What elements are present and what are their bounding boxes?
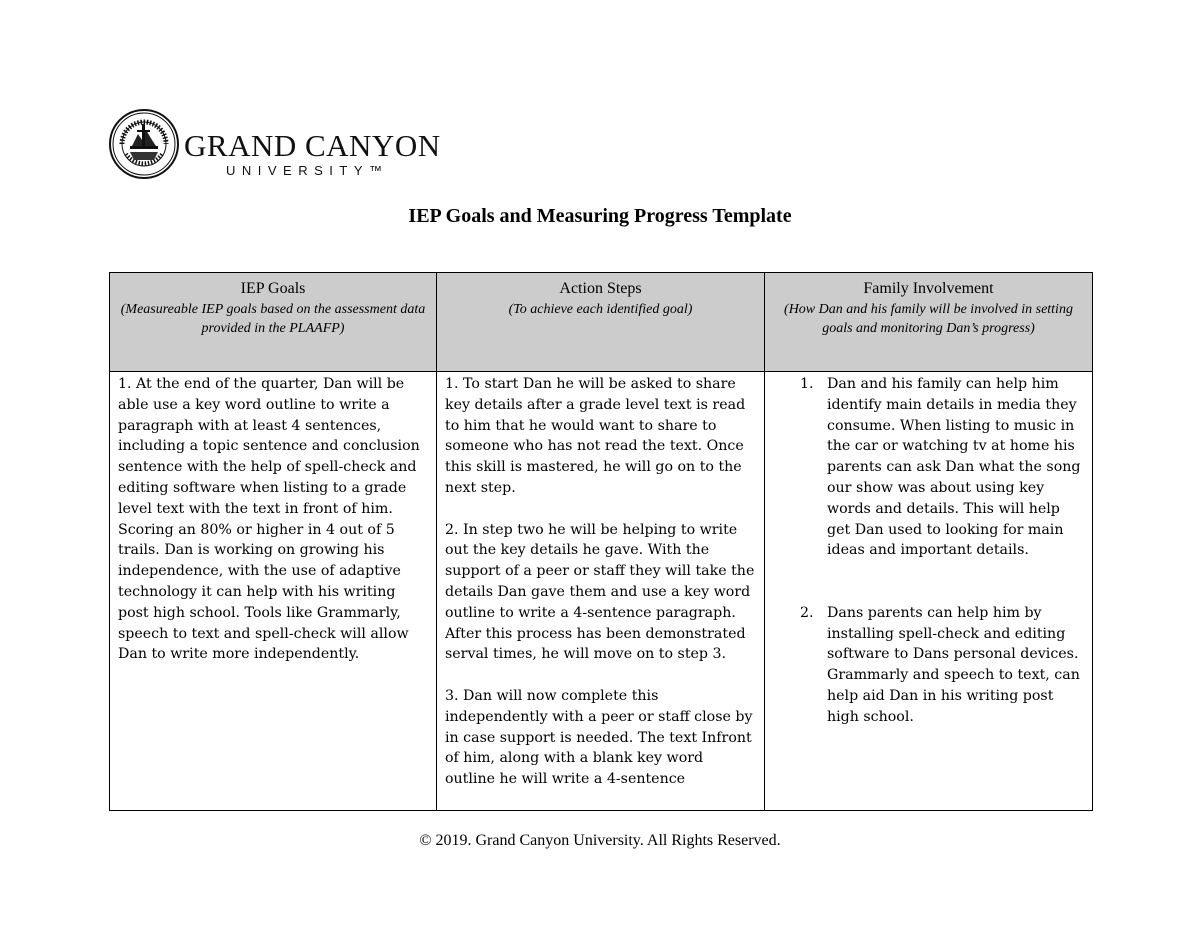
action-steps-cell: [437, 372, 765, 811]
action-step: 2. In step two he will be helping to write out the key details he gave. With the support of a peer or staff they will take the details Dan gave them and use a key word outline to write a 4-sentence paragraph. After this process has been demonstrated serval times, he will move on to step 3.: [445, 521, 755, 663]
family-involvement-list: [773, 374, 1084, 728]
column-heading: IEP Goals: [240, 280, 306, 297]
column-heading: Action Steps: [559, 280, 642, 297]
university-logo: [108, 108, 441, 180]
iep-goals-table: [109, 272, 1093, 811]
column-heading: Family Involvement: [863, 280, 994, 297]
goal-cell: [110, 372, 437, 811]
list-item: [800, 603, 1084, 728]
column-subheading: (To achieve each identified goal): [508, 302, 693, 317]
list-item: [800, 374, 1084, 561]
logo-wordmark: GRAND CANYON: [184, 128, 441, 163]
list-item-text: Dans parents can help him by installing spell-check and editing software to Dans personal devices. Grammarly and speech to text, can help aid Dan in his writing post high school.: [827, 604, 1080, 725]
list-number: 2.: [800, 604, 814, 621]
copyright-footer: © 2019. Grand Canyon University. All Rights Reserved.: [419, 832, 781, 849]
logo-subtitle: UNIVERSITY™: [226, 163, 389, 178]
page-title: IEP Goals and Measuring Progress Template: [408, 205, 792, 227]
header-family-involvement: [765, 273, 1093, 372]
header-iep-goals: [110, 273, 437, 372]
table-row: [110, 372, 1093, 811]
family-involvement-cell: [765, 372, 1093, 811]
column-subheading: (Measureable IEP goals based on the assessment data provided in the PLAAFP): [120, 302, 426, 336]
action-step: 1. To start Dan he will be asked to share key details after a grade level text is read to him that he would want to share to someone who has not read the text. Once this skill is mastered, he will go on to the next step.: [445, 376, 746, 496]
column-subheading: (How Dan and his family will be involved in setting goals and monitoring Dan’s progress): [784, 302, 1073, 336]
list-number: 1.: [800, 376, 814, 392]
action-step: 3. Dan will now complete this independently with a peer or staff close by in case support is needed. The text Infront of him, along with a blank key word outline he will write a 4-sentence: [445, 687, 753, 788]
goal-text: 1. At the end of the quarter, Dan will be able use a key word outline to write a paragraph with at least 4 sentences, including a topic sentence and conclusion sentence with the help of spell-check and editing software when listing to a grade level text with the text in front of him. Scoring an 80% or higher in 4 out of 5 trails. Dan is working on growing his independence, with the use of adaptive technology it can help with his writing post high school. Tools like Grammarly, speech to text and spell-check will allow Dan to write more independently.: [118, 376, 420, 663]
university-seal-icon: [108, 108, 180, 180]
table-header-row: [110, 273, 1093, 372]
list-item-text: Dan and his family can help him identify main details in media they consume. When listing to music in the car or watching tv at home his parents can ask Dan what the song our show was about using key words and details. This will help get Dan used to looking for main ideas and important details.: [827, 376, 1081, 559]
header-action-steps: [437, 273, 765, 372]
